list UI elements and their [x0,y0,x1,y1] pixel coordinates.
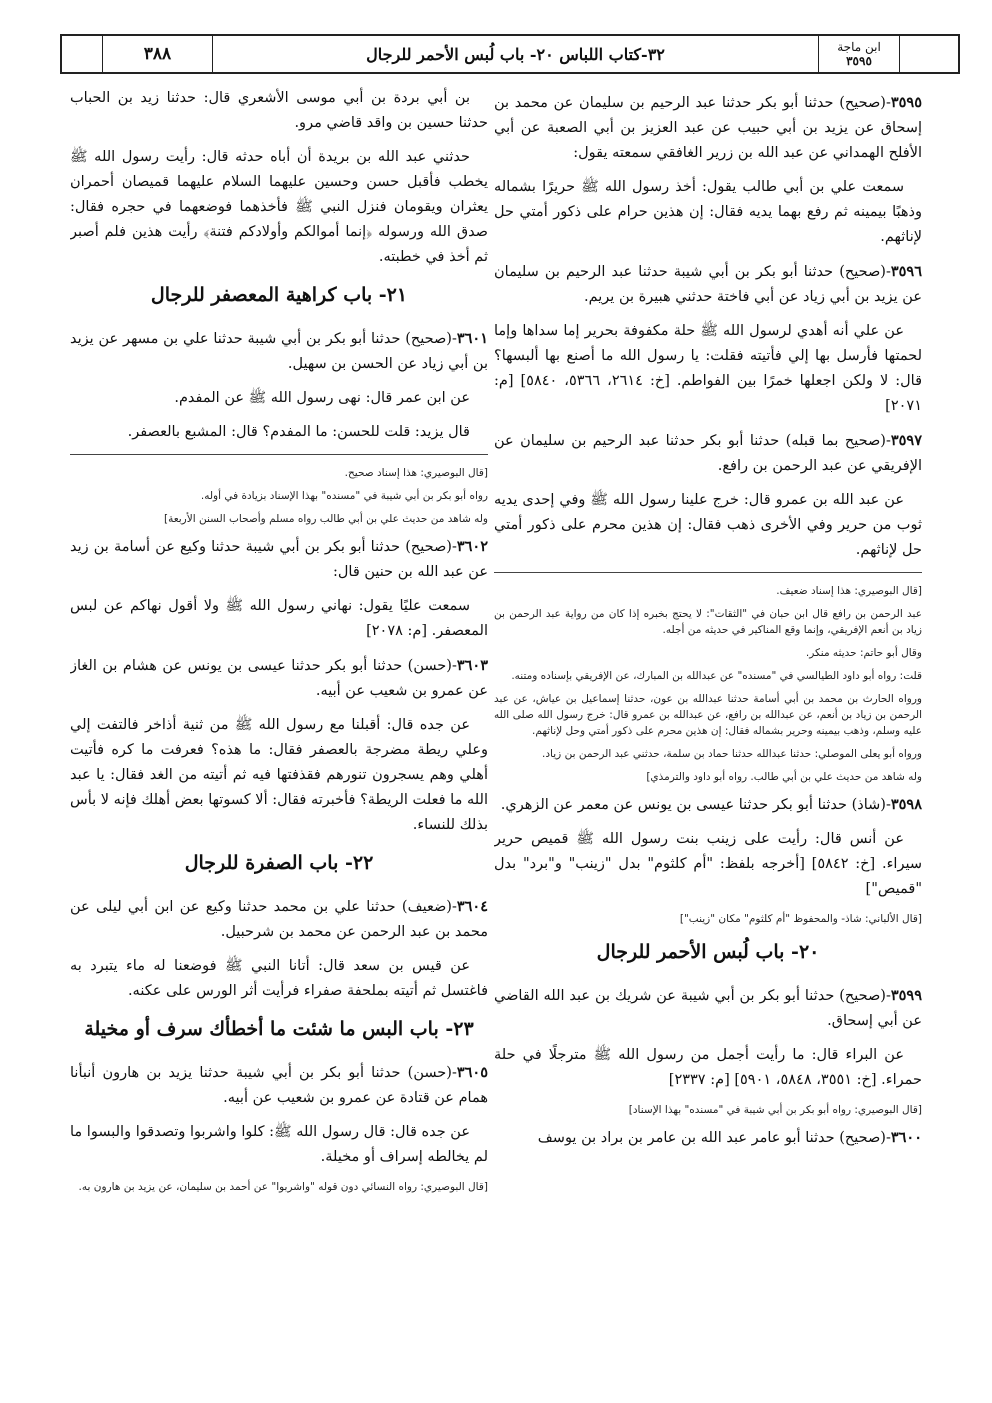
hadith-dash: - [451,899,457,915]
divider [494,572,922,573]
footnote: عبد الرحمن بن رافع قال ابن حبان في "الثقات": لا يحتج بخبره إذا كان من رواية عبد الرحمن بن زياد بن أنعم الإفريقي، وإنما وقع المناكير في حديثه من أجله. [494,608,922,636]
hadith-isnad: حدثنا أبو بكر حدثنا عبد الرحيم بن سليمان عن الإفريقي عن عبد الرحمن بن رافع. [494,433,922,474]
hadith-entry [494,792,922,818]
ref-number: ٣٥٩٥ [846,54,872,68]
matn-paragraph: سمعت عليًا يقول: نهاني رسول الله ﷺ ولا أقول نهاكم عن لبس المعصفر. [م: ٢٠٧٨] [70,598,488,639]
hadith-number: ٣٥٩٩ [890,987,922,1004]
matn-paragraph: سمعت علي بن أبي طالب يقول: أخذ رسول الله ﷺ حريرًا بشماله وذهبًا بيمينه ثم رفع بهما يديه فقال: إن هذين حرام على ذكور أمتي حل لإناثهم. [494,179,922,245]
right-column [494,86,922,1376]
hadith-dash: - [885,1130,891,1146]
matn-paragraph: عن ابن عمر قال: نهى رسول الله ﷺ عن المفدم. [174,390,470,406]
footnote: وقال أبو حاتم: حديثه منكر. [805,647,922,659]
hadith-isnad: حدثنا أبو بكر بن أبي شيبة حدثنا وكيع عن أسامة بن زيد عن عبد الله بن حنين قال: [70,539,488,580]
hadith-isnad: حدثنا أبو عامر عبد الله بن عامر بن براد بن يوسف [537,1130,840,1146]
matn-paragraph: حدثني عبد الله بن بريدة أن أباه حدثه قال: رأيت رسول الله ﷺ يخطب فأقبل حسن وحسين عليهما السلام عليهما قميصان أحمران يعثران ويقومان فنزل النبي ﷺ فأخذهما فوضعهما في حجره فقال: صدق الله ورسوله ﴿إنما أموالكم وأولادكم فتنة﴾ رأيت هذين فلم أصبر ثم أخذ في خطبته. [70,149,488,265]
hadith-dash: - [451,658,457,674]
hadith-entry [494,983,922,1034]
hadith-number: ٣٦٠٢ [456,538,488,555]
footnote: قلت: رواه أبو داود الطيالسي في "مسنده" عن عبدالله بن المبارك، عن الإفريقي بإسناده ومتنه. [511,670,922,682]
matn-paragraph: قال يزيد: قلت للحسن: ما المفدم؟ قال: المشبع بالعصفر. [127,424,470,440]
hadith-grade: (شاذ) [851,797,886,813]
footnote: ورواه أبو يعلى الموصلي: حدثنا عبدالله حدثنا حماد بن سلمة، حدثني عبد الرحمن بن زياد. [542,748,922,760]
hadith-entry [494,428,922,479]
hadith-number: ٣٥٩٧ [890,432,922,449]
hadith-number: ٣٦٠٠ [890,1129,922,1146]
hadith-grade: (صحيح) [839,95,886,111]
header-blank-left [62,36,102,72]
hadith-entry [494,90,922,166]
hadith-grade: (صحيح) [405,539,452,555]
hadith-number: ٣٥٩٥ [890,94,922,111]
hadith-entry [70,894,488,945]
hadith-grade: (حسن) [407,1065,452,1081]
page-header [60,34,960,74]
footnote: [قال البوصيري: هذا إسناد صحيح. [344,467,488,479]
hadith-grade: (ضعيف) [401,899,452,915]
footnote: [قال البوصيري: هذا إسناد ضعيف. [776,585,922,597]
hadith-isnad: حدثنا أبو بكر بن أبي شيبة حدثنا يزيد بن هارون أنبأنا همام عن قتادة عن عمرو بن شعيب عن أبيه. [70,1065,488,1106]
hadith-number: ٣٦٠٣ [456,657,488,674]
hadith-entry [70,534,488,585]
hadith-grade: (حسن) [407,658,452,674]
footnote: وله شاهد من حديث علي بن أبي طالب. رواه أبو داود والترمذي] [646,771,922,783]
running-title: ٣٢-كتاب اللباس ٢٠- باب لُبس الأحمر للرجال [212,36,818,72]
matn-paragraph: عن علي أنه أهدي لرسول الله ﷺ حلة مكفوفة بحرير إما سداها وإما لحمتها فأرسل بها إلي فأتيته فقلت: يا رسول الله ما أصنع بها ألبسها؟ قال: لا ولكن اجعلها خمرًا بين الفواطم. [خ: ٢٦١٤، ٥٣٦٦، ٥٨٤٠] [م: ٢٠٧١] [494,323,922,414]
matn-paragraph: عن أنس قال: رأيت على زينب بنت رسول الله ﷺ قميص حرير سيراء. [خ: ٥٨٤٢] [أخرجه بلفظ: "أم كلثوم" بدل "زينب" و"برد" بدل "قميص"] [494,831,922,897]
hadith-grade: (صحيح) [839,1130,886,1146]
hadith-number: ٣٦٠٤ [456,898,488,915]
left-column [70,86,488,1376]
hadith-isnad: حدثنا أبو بكر بن أبي شيبة عن شريك بن عبد الله القاضي عن أبي إسحاق. [494,988,922,1029]
hadith-range-box [818,36,900,72]
hadith-entry [494,259,922,310]
chapter-heading: ٢١- باب كراهية المعصفر للرجال [150,284,408,306]
chapter-heading: ٢٣- باب البس ما شئت ما أخطأك سرف أو مخيلة [84,1018,474,1040]
hadith-dash: - [451,1065,457,1081]
matn-paragraph: بن أبي بردة بن أبي موسى الأشعري قال: حدثنا زيد بن الحباب حدثنا حسين بن واقد قاضي مرو. [70,90,488,131]
hadith-number: ٣٥٩٦ [890,263,922,280]
hadith-dash: - [885,95,891,111]
hadith-dash: - [451,539,457,555]
chapter-heading: ٢٢- باب الصفرة للرجال [184,852,374,874]
hadith-grade: (صحيح بما قبله) [785,433,886,449]
divider [70,454,488,455]
hadith-entry [70,653,488,704]
hadith-isnad: حدثنا أبو بكر بن أبي شيبة حدثنا علي بن مسهر عن يزيد بن أبي زياد عن الحسن بن سهيل. [70,331,488,372]
hadith-dash: - [451,331,457,347]
hadith-dash: - [885,433,891,449]
chapter-heading: ٢٠- باب لُبس الأحمر للرجال [596,941,820,963]
footnote: [قال البوصيري: رواه أبو بكر بن أبي شيبة في "مسنده" بهذا الإسناد] [628,1104,922,1116]
hadith-entry [70,326,488,377]
hadith-grade: (صحيح) [839,264,886,280]
hadith-number: ٣٦٠١ [456,330,488,347]
hadith-isnad: حدثنا أبو بكر بن أبي شيبة حدثنا عبد الرحيم بن سليمان عن يزيد بن أبي زياد عن أبي فاختة حدثني هبيرة بن يريم. [494,264,922,305]
footnote: وله شاهد من حديث علي بن أبي طالب رواه مسلم وأصحاب السنن الأربعة] [163,513,488,525]
hadith-dash: - [885,797,891,813]
ref-label: ابن ماجة [837,40,881,54]
hadith-number: ٣٦٠٥ [456,1064,488,1081]
matn-paragraph: عن جده قال: قال رسول الله ﷺ: كلوا واشربوا وتصدقوا والبسوا ما لم يخالطه إسراف أو مخيلة. [70,1124,488,1165]
matn-paragraph: عن قيس بن سعد قال: أتانا النبي ﷺ فوضعنا له ماء يتبرد به فاغتسل ثم أتيته بملحفة صفراء فرأيت أثر الورس على عكنه. [70,958,488,999]
hadith-entry [70,1060,488,1111]
matn-paragraph: عن جده قال: أقبلنا مع رسول الله ﷺ من ثنية أذاخر فالتفت إلي وعلي ريطة مضرجة بالعصفر فقال: ما هذه؟ فعرفت ما كره فأتيت أهلي وهم يسجرون تنورهم فقذفتها فيه ثم أتيته من الغد فقال: يا عبد الله ما فعلت الريطة؟ فأخبرته فقال: ألا كسوتها بعض أهلك فإنه لا بأس بذلك للنساء. [70,717,488,833]
hadith-isnad: حدثنا أبو بكر حدثنا عيسى بن يونس عن معمر عن الزهري. [500,797,852,813]
hadith-number: ٣٥٩٨ [890,796,922,813]
matn-paragraph: عن البراء قال: ما رأيت أجمل من رسول الله ﷺ مترجلًا في حلة حمراء. [خ: ٣٥٥١، ٥٨٤٨، ٥٩٠١] [م: ٢٣٣٧] [494,1047,922,1088]
hadith-isnad: حدثنا أبو بكر حدثنا عبد الرحيم بن سليمان عن محمد بن إسحاق عن يزيد بن أبي حبيب عن عبد العزيز بن أبي الصعبة عن أبي الأفلح الهمداني عن عبد الله بن زرير الغافقي سمعته يقول: [494,95,922,161]
footnote: رواه أبو بكر بن أبي شيبة في "مسنده" بهذا الإسناد بزيادة في أوله. [200,490,488,502]
hadith-isnad: حدثنا علي بن محمد حدثنا وكيع عن ابن أبي ليلى عن محمد بن عبد الرحمن عن محمد بن شرحبيل. [70,899,488,940]
footnote: [قال البوصيري: رواه النسائي دون قوله "واشربوا" عن أحمد بن سليمان، عن يزيد بن هارون به. [78,1181,488,1193]
footnote: ورواه الحارث بن محمد بن أبي أسامة حدثنا عبدالله بن عون، حدثنا إسماعيل بن عياش، عن عبد الرحمن بن زياد بن أنعم، عن عبدالله بن رافع، عن عبدالله بن عمرو قال: خرج رسول الله صلى الله عليه وسلم، وذهب بيمينه وحرير بشماله فقال: إن هذين محرم على ذكور أمتي وحل لإناثهم. [494,693,922,737]
hadith-entry [494,1125,922,1151]
matn-paragraph: عن عبد الله بن عمرو قال: خرج علينا رسول الله ﷺ وفي إحدى يديه ثوب من حرير وفي الأخرى ذهب فقال: إن هذين محرم على ذكور أمتي حل لإناثهم. [494,492,922,558]
hadith-isnad: حدثنا أبو بكر حدثنا عيسى بن يونس عن هشام بن الغاز عن عمرو بن شعيب عن أبيه. [70,658,488,699]
hadith-grade: (صحيح) [839,988,886,1004]
footnote: [قال الألباني: شاذ- والمحفوظ "أم كلثوم" مكان "زينب"] [679,913,922,925]
hadith-dash: - [885,988,891,1004]
header-blank-right [900,36,958,72]
hadith-dash: - [885,264,891,280]
page-number: ٣٨٨ [102,36,212,72]
hadith-grade: (صحيح) [405,331,452,347]
